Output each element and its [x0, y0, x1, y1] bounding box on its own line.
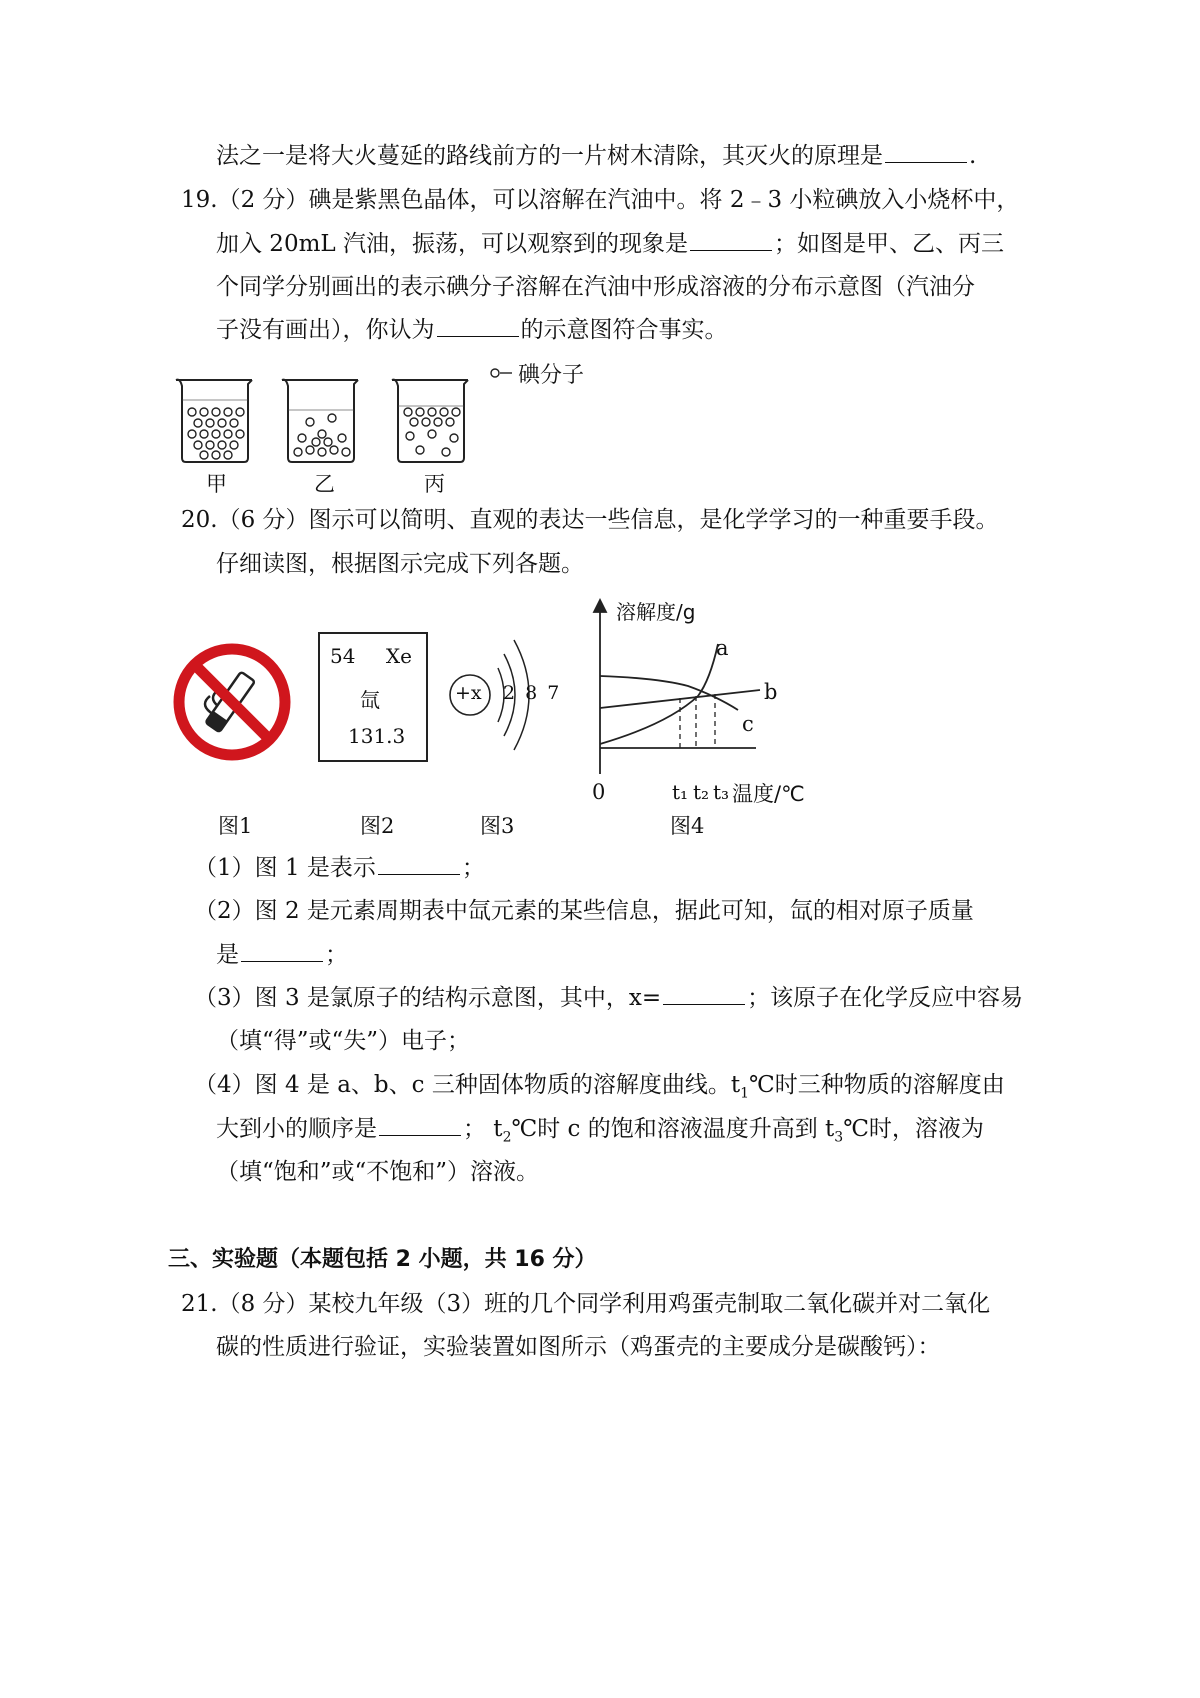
q19-line4	[216, 315, 728, 345]
tick-t1: t₁	[672, 780, 689, 804]
q21-line1: 21.（8 分）某校九年级（3）班的几个同学利用鸡蛋壳制取二氧化碳并对二氧化	[181, 1291, 991, 1317]
q18-tail-line	[216, 141, 976, 171]
element-name: 氙	[360, 688, 380, 712]
atomic-mass: 131.3	[348, 724, 406, 748]
q20-part1	[194, 853, 485, 883]
section-heading: 三、实验题（本题包括 2 小题，共 16 分）	[168, 1247, 597, 1272]
q20-part2-line2	[216, 940, 348, 970]
beaker-label-bing: 丙	[424, 472, 445, 496]
curve-label-a: a	[716, 636, 729, 660]
atomic-number: 54	[330, 644, 356, 668]
q19-line3: 个同学分别画出的表示碘分子溶解在汽油中形成溶液的分布示意图（汽油分	[216, 274, 975, 300]
answer-blank	[885, 144, 967, 163]
q20-part3-line1	[194, 983, 1023, 1013]
part4-text: ℃时 c 的饱和溶液温度升高到 t	[511, 1116, 835, 1142]
curve-label-c: c	[742, 712, 754, 736]
element-card	[318, 632, 428, 762]
part4-text: ℃时三种物质的溶解度由	[749, 1072, 1005, 1098]
graph-origin: 0	[592, 780, 606, 804]
q20-line1: 20.（6 分）图示可以简明、直观的表达一些信息，是化学学习的一种重要手段。	[181, 507, 999, 533]
beaker-label-jia: 甲	[206, 472, 227, 496]
q21-line2: 碳的性质进行验证，实验装置如图所示（鸡蛋壳的主要成分是碳酸钙）：	[216, 1334, 941, 1360]
q19-text: 的示意图符合事实。	[520, 317, 728, 343]
answer-blank	[241, 943, 323, 962]
answer-blank	[437, 318, 519, 337]
q20-part3-line2: （填“得”或“失”）电子；	[216, 1028, 471, 1054]
answer-blank	[379, 1117, 461, 1136]
part3-text: （3）图 3 是氯原子的结构示意图，其中，x=	[194, 985, 662, 1011]
element-symbol: Xe	[385, 644, 412, 668]
q19-text: 子没有画出），你认为	[216, 317, 435, 343]
caption-fig1: 图1	[218, 814, 253, 838]
part4-sub: 2	[502, 1129, 512, 1146]
q20-part4-line1	[194, 1070, 1005, 1109]
q20-part4-line3: （填“饱和”或“不饱和”）溶液。	[216, 1159, 540, 1185]
part3-text: ；该原子在化学反应中容易	[747, 985, 1024, 1011]
legend-label: 碘分子	[518, 363, 585, 388]
part4-text: （4）图 4 是 a、b、c 三种固体物质的溶解度曲线。t	[194, 1072, 741, 1098]
part1-text: （1）图 1 是表示	[194, 855, 376, 881]
part2-end: ；	[325, 942, 348, 968]
answer-blank	[378, 856, 460, 875]
q19-text: ；如图是甲、乙、丙三	[773, 231, 1004, 257]
part4-text: 大到小的顺序是	[216, 1116, 377, 1142]
shell-electrons: 2 8 7	[503, 682, 562, 704]
q18-text: 法之一是将大火蔓延的路线前方的一片树木清除，其灭火的原理是	[216, 143, 883, 169]
tick-t3: t₃	[713, 780, 730, 804]
part1-end: ；	[461, 855, 485, 881]
graph-xlabel: 温度/℃	[732, 782, 805, 806]
curve-label-b: b	[764, 680, 778, 704]
part4-sub: 3	[834, 1129, 844, 1146]
caption-fig4: 图4	[670, 814, 705, 838]
tick-t2: t₂	[693, 780, 710, 804]
q19-line2	[216, 229, 1004, 259]
q20-part2-line1: （2）图 2 是元素周期表中氙元素的某些信息，据此可知，氙的相对原子质量	[194, 898, 974, 924]
q20-part4-line2	[216, 1114, 984, 1153]
answer-blank	[690, 232, 772, 251]
no-smoking-icon	[170, 640, 294, 764]
q18-end: .	[969, 143, 977, 169]
part4-text: ； t	[463, 1116, 503, 1142]
part2-text: 是	[216, 942, 239, 968]
part4-text: ℃时，溶液为	[843, 1116, 984, 1142]
q20-line2: 仔细读图，根据图示完成下列各题。	[216, 551, 584, 577]
curve-a	[600, 644, 718, 744]
q19-text: 加入 20mL 汽油，振荡，可以观察到的现象是	[216, 231, 688, 257]
graph-ylabel: 溶解度/g	[616, 600, 696, 624]
q19-line1: 19.（2 分）碘是紫黑色晶体，可以溶解在汽油中。将 2﹣3 小粒碘放入小烧杯中，	[181, 187, 1020, 213]
part4-sub: 1	[740, 1085, 749, 1102]
caption-fig3: 图3	[480, 814, 515, 838]
nucleus-label: +x	[455, 682, 482, 704]
answer-blank	[663, 986, 745, 1005]
caption-fig2: 图2	[360, 814, 395, 838]
beaker-label-yi: 乙	[314, 472, 335, 496]
